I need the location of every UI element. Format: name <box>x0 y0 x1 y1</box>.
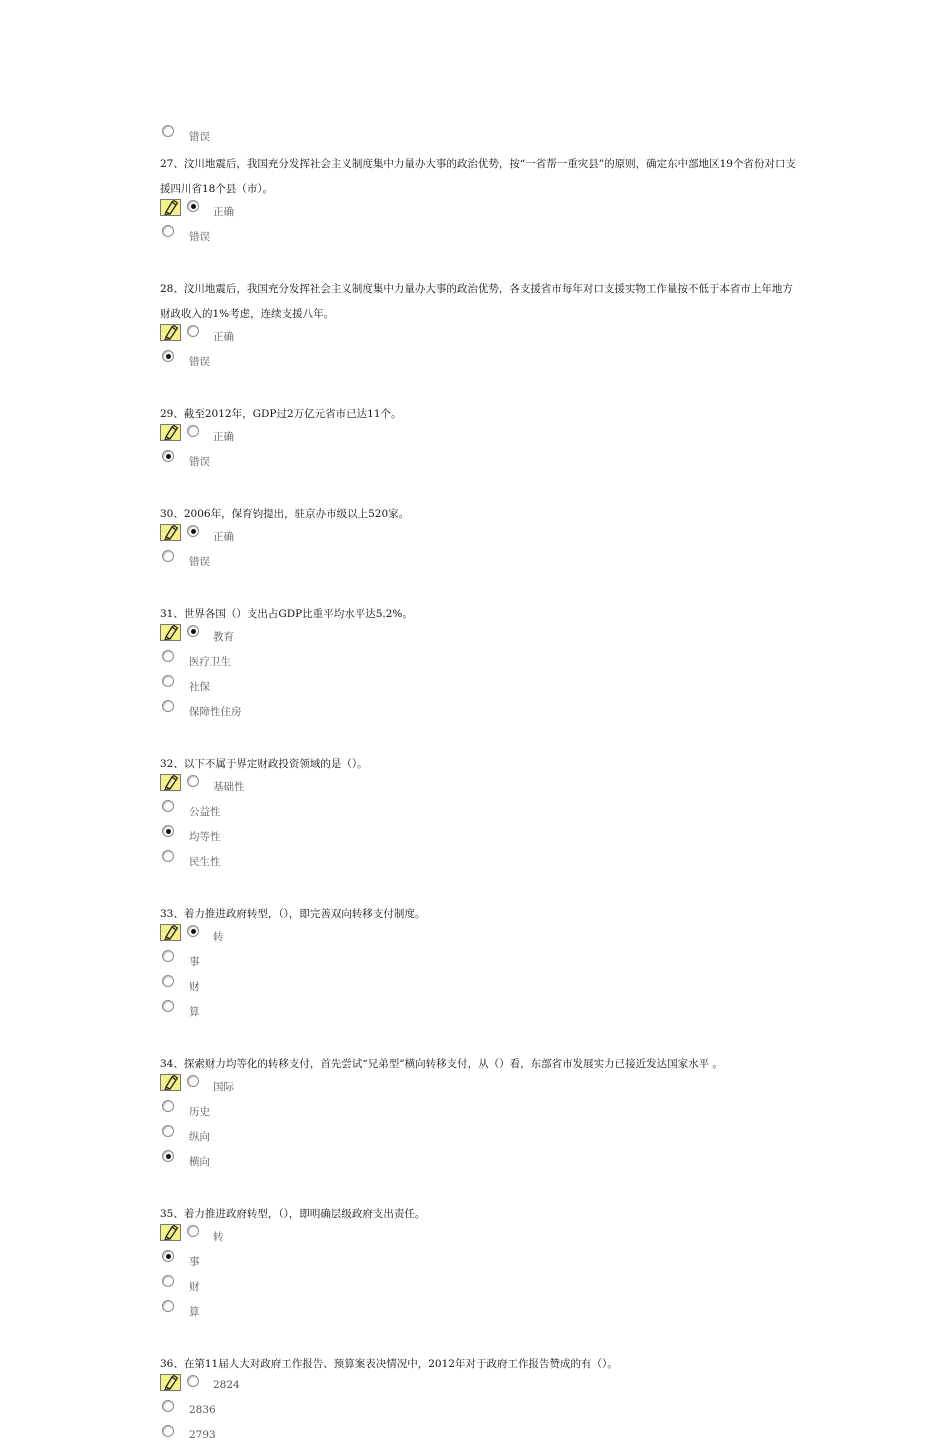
option-row[interactable] <box>160 802 560 827</box>
option-row[interactable] <box>160 777 560 802</box>
option-label: 医疗卫生 <box>189 656 231 668</box>
option-radio[interactable] <box>187 1225 199 1237</box>
option-row[interactable] <box>160 927 560 952</box>
option-radio[interactable] <box>162 975 174 987</box>
option-row[interactable] <box>160 452 560 477</box>
option-label: 横向 <box>189 1156 210 1168</box>
option-radio[interactable] <box>162 125 174 137</box>
option-label: 错误 <box>189 231 210 243</box>
option-row[interactable] <box>160 652 560 677</box>
question-text: 32、以下不属于界定财政投资领域的是（）。 <box>160 758 368 770</box>
option-row[interactable] <box>160 327 560 352</box>
option-label: 均等性 <box>189 831 221 843</box>
option-label: 正确 <box>213 431 234 443</box>
option-label: 2824 <box>213 1379 240 1391</box>
question-text: 30、2006年，保育钧提出，驻京办市级以上520家。 <box>160 508 410 520</box>
answer-marker-icon <box>160 424 181 441</box>
option-row[interactable] <box>160 1002 560 1027</box>
option-row[interactable] <box>160 702 560 727</box>
option-radio[interactable] <box>162 1150 174 1162</box>
option-label: 错误 <box>189 356 210 368</box>
option-radio[interactable] <box>162 850 174 862</box>
option-row[interactable] <box>160 527 560 552</box>
option-label: 正确 <box>213 206 234 218</box>
answer-marker-icon <box>160 774 181 791</box>
option-label: 事 <box>189 956 200 968</box>
question-text: 28、汶川地震后，我国充分发挥社会主义制度集中力量办大事的政治优势，各支援省市每年对口支援实物工作量按不低于本省市上年地方财政收入的1%考虑，连续支援八年。 <box>160 283 793 320</box>
option-radio[interactable] <box>162 825 174 837</box>
option-radio[interactable] <box>187 325 199 337</box>
answer-marker-icon <box>160 324 181 341</box>
option-radio[interactable] <box>187 525 199 537</box>
option-row[interactable] <box>160 352 560 377</box>
option-label: 正确 <box>213 531 234 543</box>
option-row[interactable] <box>160 977 560 1002</box>
option-label: 教育 <box>213 631 234 643</box>
option-label: 财 <box>189 1281 200 1293</box>
option-label: 保障性住房 <box>189 706 242 718</box>
option-label: 转 <box>213 931 224 943</box>
option-row[interactable] <box>160 1227 560 1252</box>
option-radio[interactable] <box>187 1375 199 1387</box>
option-radio[interactable] <box>162 450 174 462</box>
option-label: 算 <box>189 1006 200 1018</box>
option-row[interactable] <box>160 202 560 227</box>
answer-marker-icon <box>160 924 181 941</box>
answer-marker-icon <box>160 1374 181 1391</box>
option-row[interactable] <box>160 677 560 702</box>
option-row[interactable] <box>160 827 560 852</box>
option-radio[interactable] <box>162 675 174 687</box>
option-label: 算 <box>189 1306 200 1318</box>
option-row[interactable] <box>160 1102 560 1127</box>
answer-marker-icon <box>160 1074 181 1091</box>
option-radio[interactable] <box>162 1425 174 1437</box>
option-row[interactable] <box>160 552 560 577</box>
option-label: 民生性 <box>189 856 221 868</box>
option-row[interactable] <box>160 627 560 652</box>
option-label: 基础性 <box>213 781 245 793</box>
option-row[interactable] <box>160 952 560 977</box>
option-radio[interactable] <box>162 800 174 812</box>
option-row[interactable] <box>160 1127 560 1152</box>
question-text: 35、着力推进政府转型，（），即明确层级政府支出责任。 <box>160 1208 426 1220</box>
option-label: 错误 <box>189 456 210 468</box>
option-radio[interactable] <box>162 550 174 562</box>
option-row[interactable] <box>160 1077 560 1102</box>
answer-marker-icon <box>160 199 181 216</box>
option-radio[interactable] <box>162 700 174 712</box>
option-row[interactable] <box>160 1377 560 1402</box>
answer-marker-icon <box>160 524 181 541</box>
option-radio[interactable] <box>187 775 199 787</box>
option-label: 社保 <box>189 681 210 693</box>
option-radio[interactable] <box>162 650 174 662</box>
option-label: 错误 <box>189 131 210 143</box>
option-row[interactable] <box>160 1402 560 1427</box>
option-radio[interactable] <box>162 1400 174 1412</box>
option-row[interactable] <box>160 1252 560 1277</box>
question-text: 27、汶川地震后，我国充分发挥社会主义制度集中力量办大事的政治优势，按“一省帮一重灾县”的原则，确定东中部地区19个省份对口支援四川省18个县（市）。 <box>160 158 796 195</box>
option-label: 历史 <box>189 1106 210 1118</box>
option-radio[interactable] <box>162 1100 174 1112</box>
option-radio[interactable] <box>162 225 174 237</box>
option-radio[interactable] <box>162 950 174 962</box>
option-row[interactable] <box>160 1427 560 1452</box>
option-label: 正确 <box>213 331 234 343</box>
option-radio[interactable] <box>187 425 199 437</box>
option-row[interactable] <box>160 1152 560 1177</box>
option-row[interactable] <box>160 127 560 152</box>
option-radio[interactable] <box>162 1275 174 1287</box>
question-text: 31、世界各国（）支出占GDP比重平均水平达5.2%。 <box>160 608 413 620</box>
option-label: 2836 <box>189 1404 216 1416</box>
option-row[interactable] <box>160 1277 560 1302</box>
option-label: 纵向 <box>189 1131 210 1143</box>
question-text: 33、着力推进政府转型，（），即完善双向转移支付制度。 <box>160 908 426 920</box>
answer-marker-icon <box>160 624 181 641</box>
option-label: 财 <box>189 981 200 993</box>
option-label: 公益性 <box>189 806 221 818</box>
answer-marker-icon <box>160 1224 181 1241</box>
option-row[interactable] <box>160 227 560 252</box>
option-label: 事 <box>189 1256 200 1268</box>
option-radio[interactable] <box>162 1000 174 1012</box>
option-row[interactable] <box>160 852 560 877</box>
option-radio[interactable] <box>187 625 199 637</box>
option-radio[interactable] <box>162 350 174 362</box>
option-radio[interactable] <box>187 1075 199 1087</box>
option-radio[interactable] <box>162 1125 174 1137</box>
option-radio[interactable] <box>162 1300 174 1312</box>
question-text: 29、截至2012年，GDP过2万亿元省市已达11个。 <box>160 408 402 420</box>
option-radio[interactable] <box>187 925 199 937</box>
option-radio[interactable] <box>187 200 199 212</box>
option-label: 国际 <box>213 1081 234 1093</box>
option-label: 错误 <box>189 556 210 568</box>
option-radio[interactable] <box>162 1250 174 1262</box>
option-label: 转 <box>213 1231 224 1243</box>
option-row[interactable] <box>160 1302 560 1327</box>
option-label: 2793 <box>189 1429 216 1441</box>
question-text: 36、在第11届人大对政府工作报告、预算案表决情况中，2012年对于政府工作报告赞成的有（）。 <box>160 1358 618 1370</box>
option-row[interactable] <box>160 427 560 452</box>
question-text: 34、探索财力均等化的转移支付，首先尝试“兄弟型”横向转移支付，从（）看，东部省市发展实力已接近发达国家水平 。 <box>160 1058 723 1070</box>
